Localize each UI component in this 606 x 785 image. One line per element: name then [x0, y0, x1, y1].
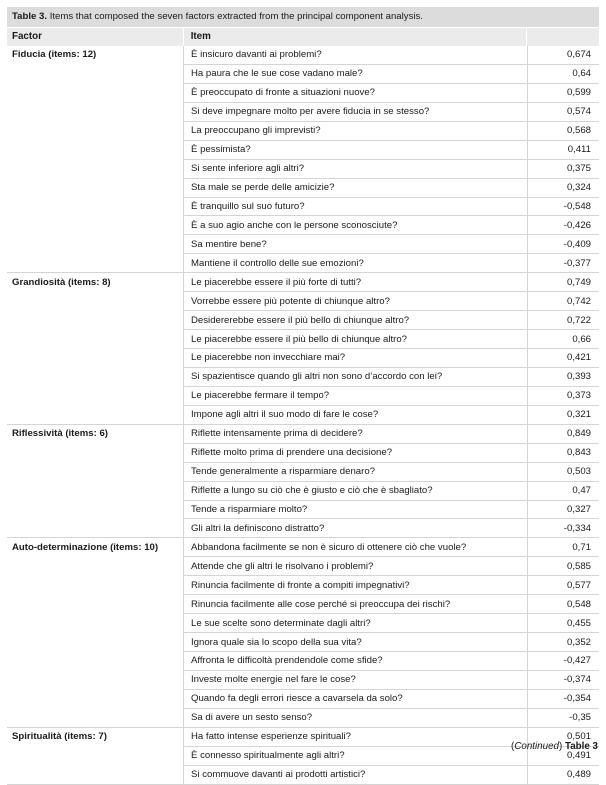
- table-row: [7, 406, 599, 425]
- table-row: [7, 292, 599, 311]
- loading-value: 0,455: [527, 614, 599, 632]
- loading-value: -0,427: [527, 652, 599, 670]
- item-text: La preoccupano gli imprevisti?: [183, 122, 527, 140]
- table-row: [7, 368, 599, 387]
- table-row: [7, 65, 599, 84]
- factor-cell: [7, 519, 183, 537]
- loading-value: 0,71: [527, 538, 599, 556]
- factor-cell: [7, 235, 183, 254]
- header-value: [526, 28, 599, 46]
- factor-cell: [7, 444, 183, 463]
- table-row: [7, 216, 599, 235]
- factor-cell: [7, 141, 183, 160]
- item-text: Le piacerebbe essere il più bello di chiunque altro?: [183, 330, 527, 348]
- item-text: Quando fa degli errori riesce a cavarsela da solo?: [183, 690, 527, 708]
- factor-cell: [7, 595, 183, 614]
- factor-table: [7, 7, 599, 785]
- table-row: [7, 501, 599, 520]
- table-row: [7, 671, 599, 690]
- item-text: Le piacerebbe essere il più forte di tutti?: [183, 273, 527, 291]
- loading-value: 0,489: [527, 766, 599, 784]
- table-row: [7, 387, 599, 406]
- factor-cell: [7, 103, 183, 122]
- table-row: [7, 160, 599, 179]
- item-text: È preoccupato di fronte a situazioni nuove?: [183, 84, 527, 102]
- item-text: Le piacerebbe fermare il tempo?: [183, 387, 527, 405]
- item-text: Mantiene il controllo delle sue emozioni?: [183, 254, 527, 272]
- item-text: Tende a risparmiare molto?: [183, 501, 527, 519]
- factor-cell: [7, 65, 183, 84]
- loading-value: 0,411: [527, 141, 599, 159]
- factor-cell: [7, 292, 183, 311]
- factor-cell: [7, 557, 183, 576]
- table-row: [7, 557, 599, 576]
- table-caption-label: Table 3.: [12, 11, 48, 22]
- item-text: Si commuove davanti ai prodotti artistici?: [183, 766, 527, 784]
- factor-cell: [7, 311, 183, 330]
- factor-cell: [7, 368, 183, 387]
- factor-cell: [7, 576, 183, 595]
- loading-value: 0,373: [527, 387, 599, 405]
- factor-cell: [7, 709, 183, 727]
- loading-value: 0,393: [527, 368, 599, 386]
- loading-value: -0,409: [527, 235, 599, 253]
- item-text: Riflette molto prima di prendere una decisione?: [183, 444, 527, 462]
- item-text: Tende generalmente a risparmiare denaro?: [183, 463, 527, 481]
- loading-value: 0,352: [527, 633, 599, 651]
- table-row: [7, 235, 599, 254]
- loading-value: -0,334: [527, 519, 599, 537]
- loading-value: 0,722: [527, 311, 599, 329]
- loading-value: 0,674: [527, 46, 599, 64]
- table-body: [7, 46, 599, 785]
- item-text: Impone agli altri il suo modo di fare le cose?: [183, 406, 527, 424]
- loading-value: -0,426: [527, 216, 599, 234]
- table-row: [7, 425, 599, 444]
- table-row: [7, 198, 599, 217]
- loading-value: 0,324: [527, 179, 599, 197]
- factor-cell: [7, 122, 183, 141]
- factor-cell: [7, 84, 183, 103]
- table-row: [7, 122, 599, 141]
- table-row: [7, 103, 599, 122]
- factor-label: Auto-determinazione (items: 10): [7, 538, 183, 557]
- table-row: [7, 519, 599, 538]
- item-text: Riflette a lungo su ciò che è giusto e ciò che è sbagliato?: [183, 482, 527, 500]
- loading-value: -0,377: [527, 254, 599, 272]
- loading-value: 0,501: [527, 728, 599, 746]
- item-text: Si sente inferiore agli altri?: [183, 160, 527, 178]
- item-text: Sta male se perde delle amicizie?: [183, 179, 527, 197]
- item-text: Vorrebbe essere più potente di chiunque altro?: [183, 292, 527, 310]
- item-text: Ha fatto intense esperienze spirituali?: [183, 728, 527, 746]
- factor-label: Fiducia (items: 12): [7, 46, 183, 65]
- item-text: È pessimista?: [183, 141, 527, 159]
- factor-cell: [7, 614, 183, 633]
- item-text: Desidererebbe essere il più bello di chiunque altro?: [183, 311, 527, 329]
- table-row: [7, 766, 599, 785]
- factor-cell: [7, 633, 183, 652]
- item-text: Sa di avere un sesto senso?: [183, 709, 527, 727]
- factor-cell: [7, 330, 183, 349]
- table-row: [7, 46, 599, 65]
- loading-value: 0,321: [527, 406, 599, 424]
- loading-value: 0,327: [527, 501, 599, 519]
- item-text: È a suo agio anche con le persone sconosciute?: [183, 216, 527, 234]
- factor-cell: [7, 387, 183, 406]
- factor-cell: [7, 406, 183, 424]
- table-header: [7, 27, 599, 46]
- table-row: [7, 84, 599, 103]
- table-row: [7, 482, 599, 501]
- header-item: Item: [183, 28, 526, 46]
- factor-cell: [7, 671, 183, 690]
- factor-label: Spiritualità (items: 7): [7, 728, 183, 747]
- item-text: Rinuncia facilmente di fronte a compiti impegnativi?: [183, 576, 527, 594]
- footer-table-label: Table 3: [564, 741, 598, 752]
- item-text: Le sue scelte sono determinate dagli altri?: [183, 614, 527, 632]
- factor-cell: [7, 463, 183, 482]
- factor-label: Grandiosità (items: 8): [7, 273, 183, 292]
- loading-value: 0,577: [527, 576, 599, 594]
- table-row: [7, 349, 599, 368]
- loading-value: -0,548: [527, 198, 599, 216]
- table-caption-text: Items that composed the seven factors extracted from the principal component analysis.: [49, 11, 423, 22]
- factor-cell: [7, 349, 183, 368]
- loading-value: 0,375: [527, 160, 599, 178]
- table-row: [7, 330, 599, 349]
- factor-label: Riflessività (items: 6): [7, 425, 183, 444]
- table-caption: [7, 7, 599, 27]
- table-row: [7, 709, 599, 728]
- header-factor: Factor: [12, 31, 42, 42]
- item-text: È connesso spiritualmente agli altri?: [183, 747, 527, 765]
- item-text: Si deve impegnare molto per avere fiducia in se stesso?: [183, 103, 527, 121]
- table-row: [7, 273, 599, 292]
- item-text: Gli altri la definiscono distratto?: [183, 519, 527, 537]
- loading-value: 0,749: [527, 273, 599, 291]
- loading-value: 0,568: [527, 122, 599, 140]
- item-text: Affronta le difficoltà prendendole come sfide?: [183, 652, 527, 670]
- loading-value: 0,599: [527, 84, 599, 102]
- item-text: È insicuro davanti ai problemi?: [183, 46, 527, 64]
- factor-cell: [7, 198, 183, 217]
- table-row: [7, 633, 599, 652]
- factor-cell: [7, 179, 183, 198]
- factor-cell: [7, 501, 183, 520]
- loading-value: 0,503: [527, 463, 599, 481]
- item-text: Sa mentire bene?: [183, 235, 527, 253]
- factor-cell: [7, 652, 183, 671]
- item-text: Abbandona facilmente se non è sicuro di ottenere ciò che vuole?: [183, 538, 527, 556]
- table-row: [7, 538, 599, 557]
- loading-value: 0,548: [527, 595, 599, 613]
- table-row: [7, 595, 599, 614]
- item-text: Investe molte energie nel fare le cose?: [183, 671, 527, 689]
- loading-value: -0,374: [527, 671, 599, 689]
- continued-footer: (Continued) Table 3: [511, 741, 598, 752]
- table-row: [7, 141, 599, 160]
- factor-cell: [7, 254, 183, 272]
- table-row: [7, 444, 599, 463]
- item-text: Ha paura che le sue cose vadano male?: [183, 65, 527, 83]
- item-text: Riflette intensamente prima di decidere?: [183, 425, 527, 443]
- table-row: [7, 311, 599, 330]
- factor-cell: [7, 482, 183, 501]
- item-text: Si spazientisce quando gli altri non sono d’accordo con lei?: [183, 368, 527, 386]
- loading-value: 0,64: [527, 65, 599, 83]
- loading-value: -0,354: [527, 690, 599, 708]
- item-text: Ignora quale sia lo scopo della sua vita?: [183, 633, 527, 651]
- loading-value: 0,66: [527, 330, 599, 348]
- factor-cell: [7, 766, 183, 784]
- item-text: È tranquillo sul suo futuro?: [183, 198, 527, 216]
- table-row: [7, 254, 599, 273]
- loading-value: 0,742: [527, 292, 599, 310]
- factor-cell: [7, 160, 183, 179]
- loading-value: 0,491: [527, 747, 599, 765]
- loading-value: 0,421: [527, 349, 599, 367]
- loading-value: -0,35: [527, 709, 599, 727]
- loading-value: 0,574: [527, 103, 599, 121]
- loading-value: 0,47: [527, 482, 599, 500]
- loading-value: 0,849: [527, 425, 599, 443]
- loading-value: 0,843: [527, 444, 599, 462]
- table-row: [7, 179, 599, 198]
- factor-cell: [7, 216, 183, 235]
- footer-continued: Continued: [514, 741, 559, 752]
- loading-value: 0,585: [527, 557, 599, 575]
- table-row: [7, 652, 599, 671]
- item-text: Le piacerebbe non invecchiare mai?: [183, 349, 527, 367]
- item-text: Rinuncia facilmente alle cose perché si preoccupa dei rischi?: [183, 595, 527, 613]
- factor-cell: [7, 690, 183, 709]
- table-row: [7, 690, 599, 709]
- item-text: Attende che gli altri le risolvano i problemi?: [183, 557, 527, 575]
- table-row: [7, 576, 599, 595]
- table-row: [7, 614, 599, 633]
- table-row: [7, 463, 599, 482]
